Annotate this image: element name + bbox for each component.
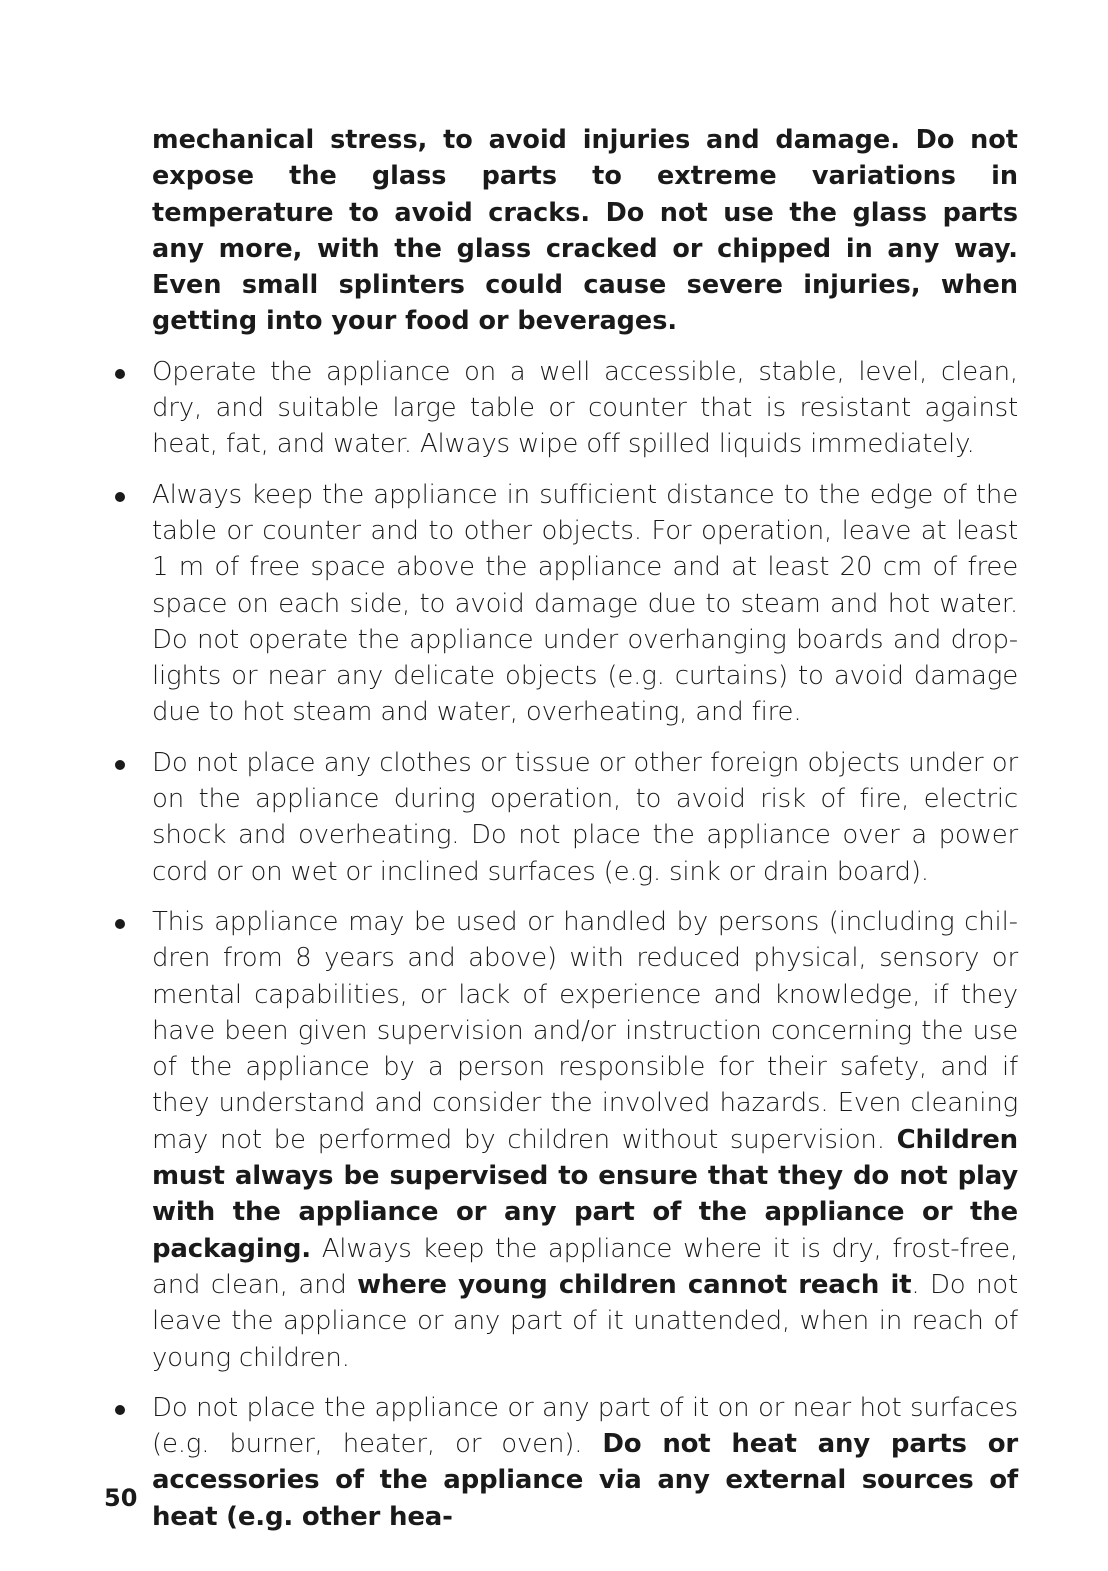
bullet-dot-icon — [115, 1405, 125, 1415]
bullet-dot-icon — [115, 760, 125, 770]
bullet-text-part: Do not place the appliance or any part of it on or near hot surfaces (e.g. burner, heater, or oven). — [152, 1392, 1018, 1460]
bullet-dot-icon — [115, 919, 125, 929]
bullet-text-part: This appliance may be used or handled by persons (including children from 8 years and above) with reduced physical, sensory or mental capabilities, or lack of experience and knowledge, if they have been given supervision and/or instruction concerning the use of the appliance by a person responsible for their safety, and if they understand and consider the involved hazards. Even cleaning may not be performed by children without supervision. — [152, 906, 1018, 1155]
bullet-hot-surfaces — [152, 1390, 1018, 1535]
bullet-operate-location — [152, 354, 1018, 463]
bullet-text-part: Always keep the appliance where it is dry, frost-free, and clean, and — [152, 1233, 1018, 1300]
safety-bullet-list — [152, 354, 1018, 1535]
bullet-foreign-objects — [152, 745, 1018, 890]
bullet-text-part: . Do not leave the appliance or any part of it unattended, when in reach of young children. — [152, 1269, 1018, 1373]
bullet-dot-icon — [115, 369, 125, 379]
page-number: 50 — [104, 1484, 138, 1512]
bullet-text: Do not place any clothes or tissue or other foreign objects under or on the appliance during operation, to avoid risk of fire, electric shock and overheating. Do not place the appliance over a power cord or on wet or inclined surfaces (e.g. sink or drain board). — [152, 747, 1018, 887]
page-content — [152, 122, 1018, 1535]
bullet-text: Operate the appliance on a well accessible, stable, level, clean, dry, and suitable large table or counter that is resistant against heat, fat, and water. Always wipe off spilled liquids immediately. — [152, 356, 1018, 460]
bullet-distance — [152, 477, 1018, 731]
bullet-text: Always keep the appliance in sufficient distance to the edge of the table or counter and to other objects. For operation, leave at least 1 m of free space above the appliance and at least 20 cm of free space on each side, to avoid damage due to steam and hot water. Do not operate the appliance under overhanging boards and drop-lights or near any delicate objects (e.g. curtains) to avoid damage due to hot steam and water, overheating, and fire. — [152, 479, 1018, 728]
bullet-bold-text: Do not heat any parts or accessories of the appliance via any external sources of heat (e.g. other hea- — [152, 1429, 1018, 1532]
bullet-bold-text: where young children cannot reach it — [357, 1269, 912, 1300]
bullet-dot-icon — [115, 492, 125, 502]
bullet-children — [152, 904, 1018, 1376]
bullet-bold-text: Children must always be supervised to ensure that they do not play with the appliance or any part of the appliance or the packaging. — [152, 1124, 1018, 1264]
intro-warning-text: mechanical stress, to avoid injuries and damage. Do not expose the glass parts to extreme variations in temperature to avoid cracks. Do not use the glass parts any more, with the glass cracked or chipped in any way. Even small splinters could cause severe injuries, when getting into your food or beverages. — [152, 125, 1018, 337]
